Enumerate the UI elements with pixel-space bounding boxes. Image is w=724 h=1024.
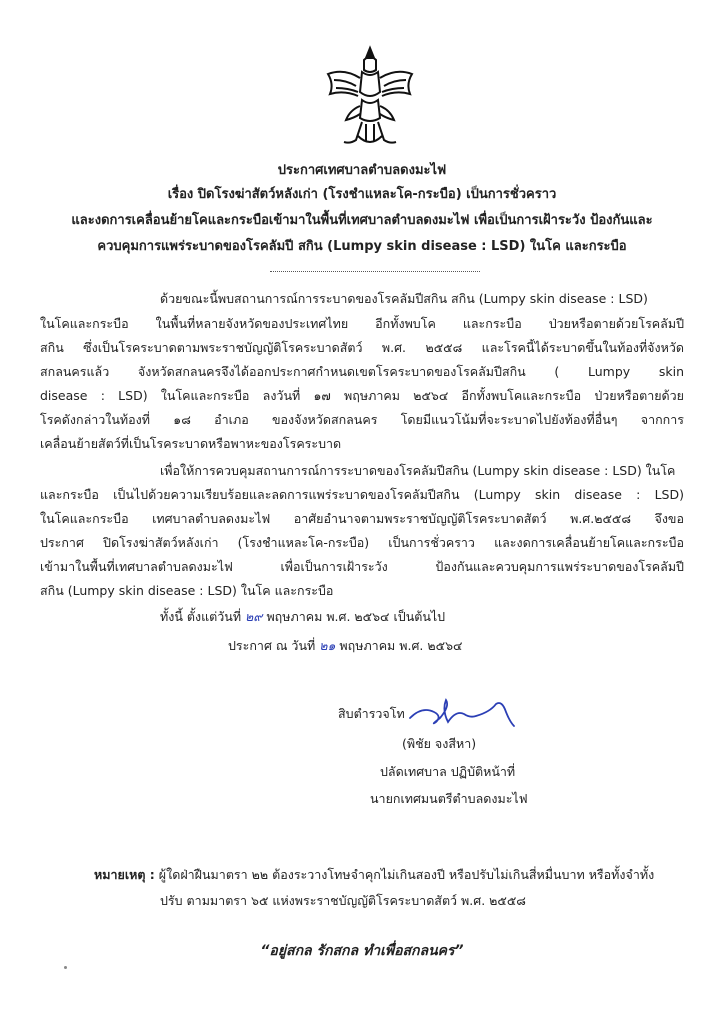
paragraph-1-line: โรคดังกล่าวในท้องที่ ๑๘ อำเภอ ของจังหวัดสกลนคร โดยมีแนวโน้มที่จะระบาดไปยังท้องที่อื่นๆ จากการ (40, 412, 684, 427)
paragraph-1-line: สกิน ซึ่งเป็นโรคระบาดตามพระราชบัญญัติโรคระบาดสัตว์ พ.ศ. ๒๕๕๘ และโรคนี้ได้ระบาดขึ้นในท้องที่จังหวัด (40, 340, 684, 355)
paragraph-1-line: เคลื่อนย้ายสัตว์ที่เป็นโรคระบาดหรือพาหะของโรคระบาด (40, 436, 342, 451)
announcement-subject-line-1: เรื่อง ปิดโรงฆ่าสัตว์หลังเก่า (โรงชำแหละโค-กระบือ) เป็นการชั่วคราว (167, 187, 557, 202)
announcement-agency: ประกาศเทศบาลตำบลดงมะไฟ (277, 163, 447, 178)
effective-date (160, 608, 445, 626)
paragraph-1-line: disease : LSD) ในโคและกระบือ ลงวันที่ ๑๗ พฤษภาคม ๒๕๖๔ อีกทั้งพบโคและกระบือ ป่วยหรือตายด้วย (40, 388, 684, 403)
announce-date-prefix: ประกาศ ณ วันที่ (228, 638, 316, 653)
motto: “อยู่สกล รักสกล ทำเพื่อสกลนคร” (260, 943, 464, 959)
announcement-subject-line-3: ควบคุมการแพร่ระบาดของโรคลัมปี สกิน (Lumpy skin disease : LSD) ในโค และกระบือ (97, 239, 627, 254)
note-text-1: ผู้ใดฝ่าฝืนมาตรา ๒๒ ต้องระวางโทษจำคุกไม่เกินสองปี หรือปรับไม่เกินสี่หมื่นบาท หรือทั้งจำทั้ง (158, 867, 655, 882)
paragraph-2-line: เพื่อให้การควบคุมสถานการณ์การระบาดของโรคลัมปีสกิน (Lumpy skin disease : LSD) ในโค (160, 463, 676, 478)
paragraph-1-line: ในโคและกระบือ ในพื้นที่หลายจังหวัดของประเทศไทย อีกทั้งพบโค และกระบือ ป่วยหรือตายด้วยโรคลัมปี (40, 316, 684, 331)
announce-date-suffix: พฤษภาคม พ.ศ. ๒๕๖๔ (339, 638, 463, 653)
signature-scribble (406, 696, 518, 730)
paragraph-2-line: ประกาศ ปิดโรงฆ่าสัตว์หลังเก่า (โรงชำแหละโค-กระบือ) เป็นการชั่วคราว และงดการเคลื่อนย้ายโคและกระบือ (40, 535, 684, 550)
note-label: หมายเหตุ : (94, 867, 155, 882)
effective-date-prefix: ทั้งนี้ ตั้งแต่วันที่ (160, 609, 242, 624)
garuda-emblem-icon (322, 44, 418, 152)
announce-date-day: ๒๑ (319, 638, 336, 653)
paragraph-1-line: ด้วยขณะนี้พบสถานการณ์การระบาดของโรคลัมปีสกิน สกิน (Lumpy skin disease : LSD) (160, 291, 648, 306)
announcement-subject-line-2: และงดการเคลื่อนย้ายโคและกระบือเข้ามาในพื้นที่เทศบาลตำบลดงมะไฟ เพื่อเป็นการเฝ้าระวัง ป้องกันและ (71, 213, 653, 228)
signer-name: (พิชัย จงสีหา) (402, 736, 477, 751)
note-line-1 (94, 866, 654, 884)
paragraph-2-line: เข้ามาในพื้นที่เทศบาลตำบลดงมะไฟ เพื่อเป็นการเฝ้าระวัง ป้องกันและควบคุมการแพร่ระบาดของโรคลัมปี (40, 559, 684, 574)
signature-rank: สิบตำรวจโท (338, 706, 405, 721)
dotted-divider (270, 270, 480, 272)
signer-title-1: ปลัดเทศบาล ปฏิบัติหน้าที่ (380, 764, 516, 779)
paragraph-2-line: และกระบือ เป็นไปด้วยความเรียบร้อยและลดการแพร่ระบาดของโรคลัมปีสกิน (Lumpy skin disease : LSD) (40, 487, 684, 502)
effective-date-day: ๒๙ (245, 609, 263, 624)
signer-title-2: นายกเทศมนตรีตำบลดงมะไฟ (370, 791, 528, 806)
paragraph-1-line: สกลนครแล้ว จังหวัดสกลนครจึงได้ออกประกาศกำหนดเขตโรคระบาดของโรคลัมปีสกิน ( Lumpy skin (40, 364, 684, 379)
announce-date (228, 637, 462, 655)
scan-speck (64, 966, 67, 969)
paragraph-2-line: สกิน (Lumpy skin disease : LSD) ในโค และกระบือ (40, 583, 334, 598)
paragraph-2-line: ในโคและกระบือ เทศบาลตำบลดงมะไฟ อาศัยอำนาจตามพระราชบัญญัติโรคระบาดสัตว์ พ.ศ.๒๕๕๘ จึงขอ (40, 511, 684, 526)
effective-date-suffix: พฤษภาคม พ.ศ. ๒๕๖๔ เป็นต้นไป (266, 609, 446, 624)
note-line-2: ปรับ ตามมาตรา ๖๕ แห่งพระราชบัญญัติโรคระบาดสัตว์ พ.ศ. ๒๕๕๘ (160, 893, 526, 908)
